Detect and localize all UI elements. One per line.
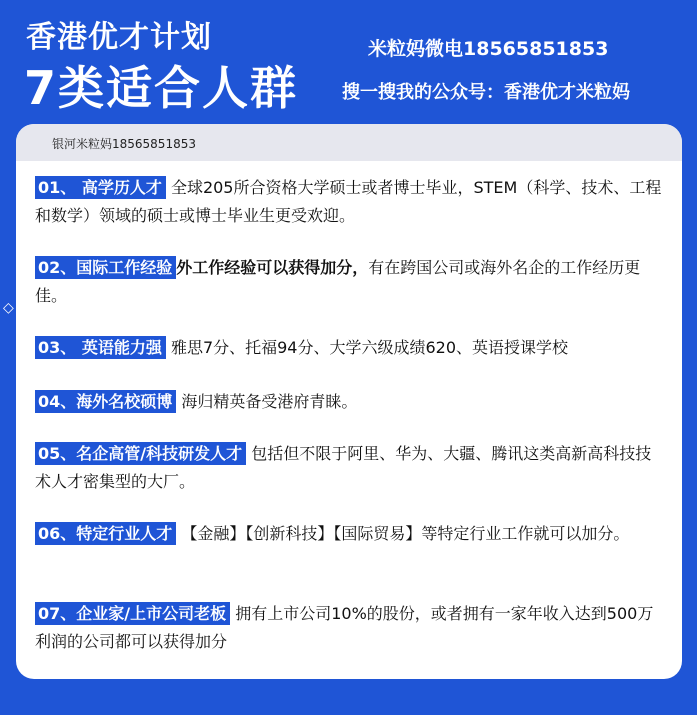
list-item-4 [35, 388, 665, 416]
content-card [16, 124, 682, 679]
list-item-5 [35, 440, 665, 496]
item-text: 有在跨国公司或海外名企的工作经历更佳。 [35, 258, 641, 305]
list-item-2 [35, 254, 665, 310]
contact-text: 米粒妈微电18565851853 [368, 38, 609, 60]
item-text: 雅思7分、托福94分、大学六级成绩620、英语授课学校 [170, 338, 569, 357]
account-text: 搜一搜我的公众号：香港优才米粒妈 [342, 82, 630, 103]
list-item-7 [35, 600, 665, 656]
item-tag: 06、特定行业人才 [35, 522, 176, 545]
item-text: 海归精英备受港府青睐。 [181, 392, 358, 411]
list-item-6 [35, 520, 665, 548]
list-item-3 [35, 334, 665, 362]
list-item-1 [35, 174, 665, 230]
item-text: 【金融】【创新科技】【国际贸易】等特定行业工作就可以加分。 [181, 524, 630, 543]
watermark-text: 银河米粒妈18565851853 [52, 137, 196, 151]
item-tag: 05、名企高管/科技研发人才 [35, 442, 246, 465]
diamond-icon: ◇ [3, 300, 14, 316]
item-tag: 01、 高学历人才 [35, 176, 166, 199]
item-tag: 02、国际工作经验 [35, 256, 176, 279]
header-title-line2: 7类适合人群 [24, 61, 299, 115]
item-tag: 03、 英语能力强 [35, 336, 166, 359]
item-text: 包括但不限于阿里、华为、大疆、腾讯这类高新高科技技术人才密集型的大厂。 [35, 444, 652, 491]
header-title-line1: 香港优才计划 [26, 20, 212, 55]
item-text: 拥有上市公司10%的股份，或者拥有一家年收入达到500万利润的公司都可以获得加分 [35, 604, 654, 651]
item-tag: 04、海外名校硕博 [35, 390, 176, 413]
item-text: 全球205所合资格大学硕士或者博士毕业，STEM（科学、技术、工程和数学）领域的硕士或博士毕业生更受欢迎。 [35, 178, 662, 225]
item-tag: 07、企业家/上市公司老板 [35, 602, 230, 625]
item-bold-text: 外工作经验可以获得加分， [176, 258, 369, 277]
